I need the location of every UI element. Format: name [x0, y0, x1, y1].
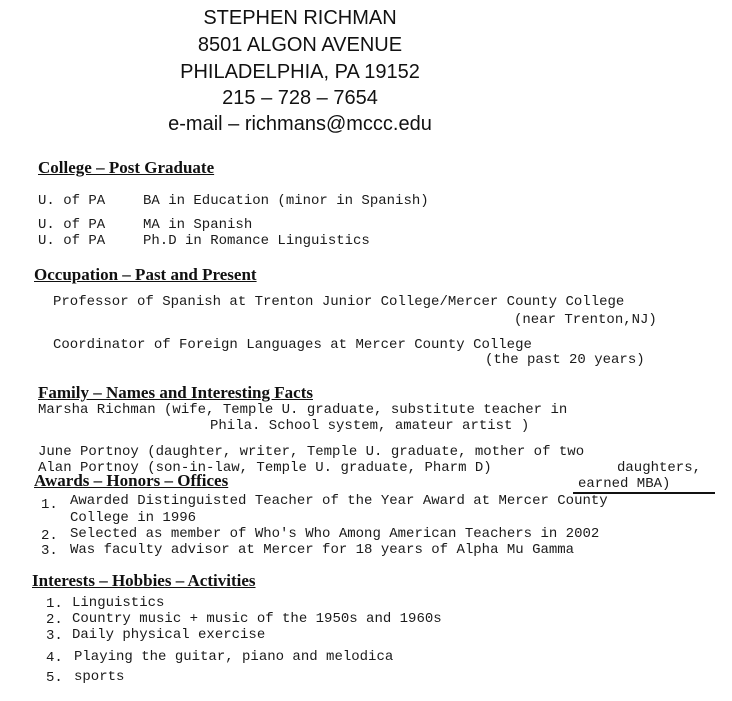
list-item-number: 3. — [46, 628, 63, 644]
degree-title: BA in Education (minor in Spanish) — [143, 193, 429, 209]
street-line: 8501 ALGON AVENUE — [197, 34, 403, 56]
family-heading: Family – Names and Interesting Facts — [38, 383, 313, 402]
college-heading: College – Post Graduate — [38, 158, 215, 177]
job-duration-note: (the past 20 years) — [485, 352, 645, 368]
list-item: Playing the guitar, piano and melodica — [74, 649, 394, 665]
email-line: e-mail – richmans@mccc.edu — [168, 113, 432, 135]
list-item: Was faculty advisor at Mercer for 18 years of Alpha Mu Gamma — [70, 542, 575, 558]
degree-school: U. of PA — [38, 233, 106, 249]
list-item: Country music + music of the 1950s and 1960s — [72, 611, 442, 627]
list-item-number: 2. — [46, 612, 63, 628]
list-item-number: 1. — [46, 596, 63, 612]
list-item: Linguistics — [72, 595, 165, 611]
list-item: Selected as member of Who's Who Among American Teachers in 2002 — [70, 526, 600, 542]
list-item: Awarded Distinguisted Teacher of the Year Award at Mercer County — [70, 493, 608, 509]
city-line: PHILADELPHIA, PA 19152 — [180, 61, 420, 83]
list-item-continuation: College in 1996 — [70, 510, 197, 526]
list-item-number: 2. — [41, 528, 58, 544]
family-member-wife-cont: Phila. School system, amateur artist ) — [210, 418, 530, 434]
mba-note: earned MBA) — [578, 476, 671, 492]
degree-title: MA in Spanish — [143, 217, 253, 233]
list-item: Daily physical exercise — [72, 627, 266, 643]
phone-line: 215 – 728 – 7654 — [222, 87, 378, 109]
interests-heading: Interests – Hobbies – Activities — [32, 571, 256, 590]
list-item-number: 4. — [46, 650, 63, 666]
degree-title: Ph.D in Romance Linguistics — [143, 233, 370, 249]
list-item-number: 5. — [46, 670, 63, 686]
list-item-number: 1. — [41, 497, 58, 513]
daughters-word: daughters, — [617, 460, 702, 476]
list-item-number: 3. — [41, 543, 58, 559]
job-location-note: (near Trenton,NJ) — [514, 312, 657, 328]
family-member-son-in-law: Alan Portnoy (son-in-law, Temple U. graduate, Pharm D) — [38, 460, 492, 476]
name-line: STEPHEN RICHMAN — [203, 7, 397, 29]
degree-school: U. of PA — [38, 217, 106, 233]
awards-heading: Awards – Honors – Offices — [34, 471, 229, 490]
job-line: Professor of Spanish at Trenton Junior College/Mercer County College — [53, 294, 625, 310]
job-line: Coordinator of Foreign Languages at Mercer County College — [53, 337, 532, 353]
degree-school: U. of PA — [38, 193, 106, 209]
occupation-heading: Occupation – Past and Present — [34, 265, 257, 284]
list-item: sports — [74, 669, 125, 685]
family-member-daughter: June Portnoy (daughter, writer, Temple U. graduate, mother of two — [38, 444, 585, 460]
family-member-wife: Marsha Richman (wife, Temple U. graduate, substitute teacher in — [38, 402, 568, 418]
